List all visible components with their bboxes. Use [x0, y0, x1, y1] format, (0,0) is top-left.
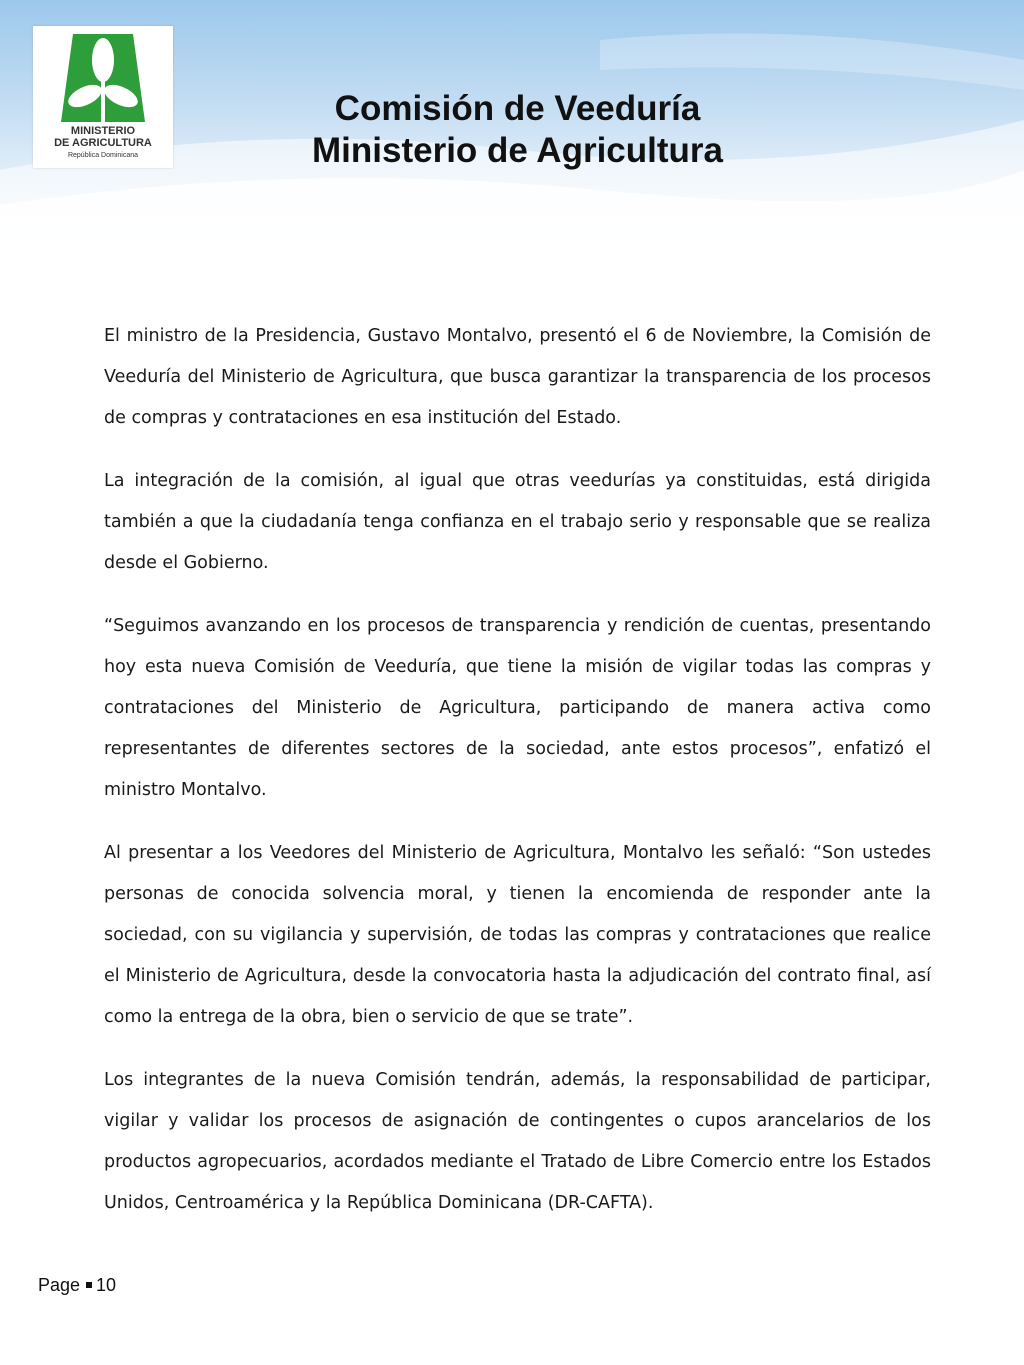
bullet-icon	[86, 1282, 92, 1288]
paragraph-3: “Seguimos avanzando en los procesos de transparencia y rendición de cuentas, presentando hoy esta nueva Comisión de Veeduría, que tiene la misión de vigilar todas las compras y contrataciones del Ministerio de Agricultura, participando de manera activa como representantes de diferentes sectores de la sociedad, ante estos procesos”, enfatizó el ministro Montalvo.	[104, 616, 931, 800]
title-line-2: Ministerio de Agricultura	[312, 131, 723, 170]
logo-line-1: MINISTERIO	[70, 125, 136, 137]
page-title	[250, 88, 785, 172]
logo-line-2: DE AGRICULTURA	[54, 137, 152, 149]
ministry-logo	[33, 26, 173, 168]
page-number: 10	[96, 1275, 117, 1295]
title-line-1: Comisión de Veeduría	[334, 89, 701, 128]
paragraph-2: La integración de la comisión, al igual que otras veedurías ya constituidas, está dirigida también a que la ciudadanía tenga confianza en el trabajo serio y responsable que se realiza desde el Gobierno.	[104, 471, 931, 573]
paragraph-5: Los integrantes de la nueva Comisión tendrán, además, la responsabilidad de participar, vigilar y validar los procesos de asignación de contingentes o cupos arancelarios de los productos agropecuarios, acordados mediante el Tratado de Libre Comercio entre los Estados Unidos, Centroamérica y la República Dominicana (DR-CAFTA).	[104, 1070, 931, 1213]
paragraph-4: Al presentar a los Veedores del Ministerio de Agricultura, Montalvo les señaló: “Son ustedes personas de conocida solvencia moral, y tienen la encomienda de responder ante la sociedad, con su vigilancia y supervisión, de todas las compras y contrataciones que realice el Ministerio de Agricultura, desde la convocatoria hasta la adjudicación del contrato final, así como la entrega de la obra, bien o servicio de que se trate”.	[104, 843, 931, 1027]
paragraph-1: El ministro de la Presidencia, Gustavo Montalvo, presentó el 6 de Noviembre, la Comisión de Veeduría del Ministerio de Agricultura, que busca garantizar la transparencia de los procesos de compras y contrataciones en esa institución del Estado.	[104, 326, 931, 428]
logo-line-3: República Dominicana	[67, 152, 139, 159]
page-footer	[38, 1275, 116, 1296]
page-label: Page	[38, 1275, 81, 1295]
article-body	[104, 316, 931, 1246]
